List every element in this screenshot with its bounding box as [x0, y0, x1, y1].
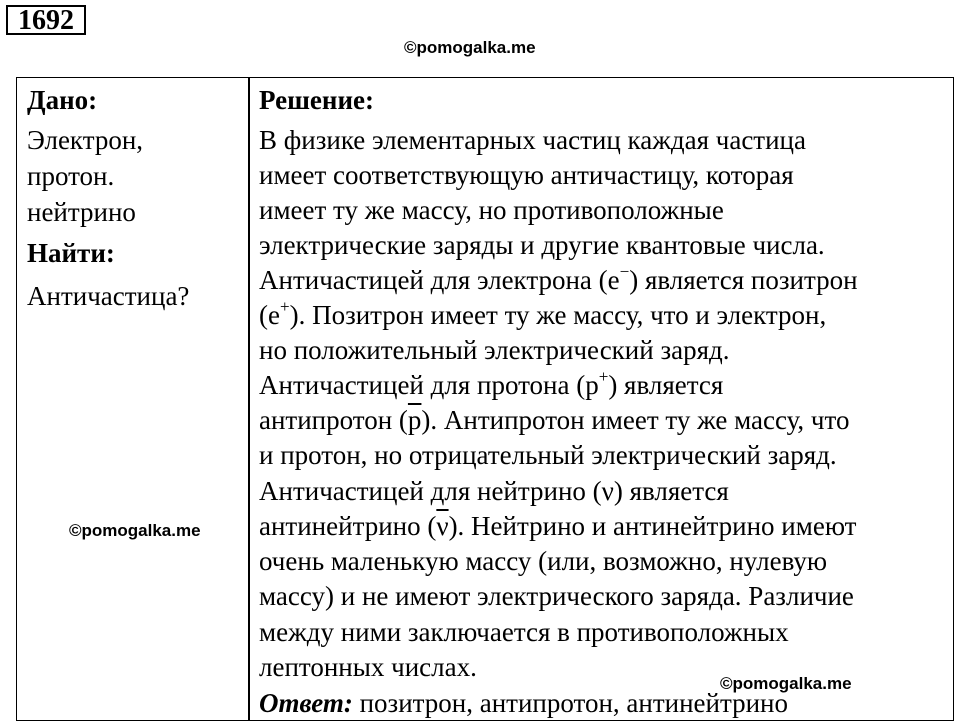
given-heading: Дано:: [27, 85, 98, 115]
solution-line: имеет соответствующую античастицу, которая: [259, 160, 794, 190]
solution-line: Античастицей для нейтрино (ν) является: [259, 476, 729, 506]
answer-text: позитрон, антипротон, антинейтрино: [352, 688, 789, 718]
solution-line: антипротон $(\overline{p})$. Антипротон имеет ту же массу, что: [259, 405, 850, 435]
problem-number: 1692: [6, 5, 86, 35]
solution-line: очень маленькую массу (или, возможно, нулевую: [259, 546, 828, 576]
given-line: нейтрино: [27, 197, 136, 227]
solution-line: (e+). Позитрон имеет ту же массу, что и электрон,: [259, 297, 827, 330]
solution-heading: Решение:: [259, 85, 374, 115]
find-heading: Найти:: [27, 238, 115, 268]
solution-line: массу) и не имеют электрического заряда. Различие: [259, 581, 854, 611]
watermark-top: ©pomogalka.me: [404, 38, 536, 57]
solution-line: но положительный электрический заряд.: [259, 335, 730, 365]
solution-line: антинейтрино $(\overline{\nu})$. Нейтрино и антинейтрино имеют: [259, 511, 857, 541]
given-line: Электрон,: [27, 125, 144, 155]
solution-line: имеет ту же массу, но противоположные: [259, 195, 724, 225]
watermark-bottom: ©pomogalka.me: [720, 674, 852, 693]
solution-line: и протон, но отрицательный электрический заряд.: [259, 440, 837, 470]
solution-table: [16, 77, 954, 721]
solution-line: между ними заключается в противоположных: [259, 617, 789, 647]
answer-line: [259, 685, 788, 721]
solution-line: электрические заряды и другие квантовые числа.: [259, 230, 825, 260]
column-divider: [248, 78, 250, 720]
find-text: Античастица?: [27, 281, 190, 311]
watermark-left: ©pomogalka.me: [69, 521, 201, 540]
solution-line: лептонных числах.: [259, 652, 477, 682]
answer-label: Ответ:: [259, 688, 353, 718]
solution-line: Античастицей для электрона (e−) является позитрон: [259, 262, 858, 295]
given-line: протон.: [27, 161, 115, 191]
solution-line: В физике элементарных частиц каждая частица: [259, 125, 806, 155]
solution-line: Античастицей для протона (p+) является: [259, 367, 724, 400]
